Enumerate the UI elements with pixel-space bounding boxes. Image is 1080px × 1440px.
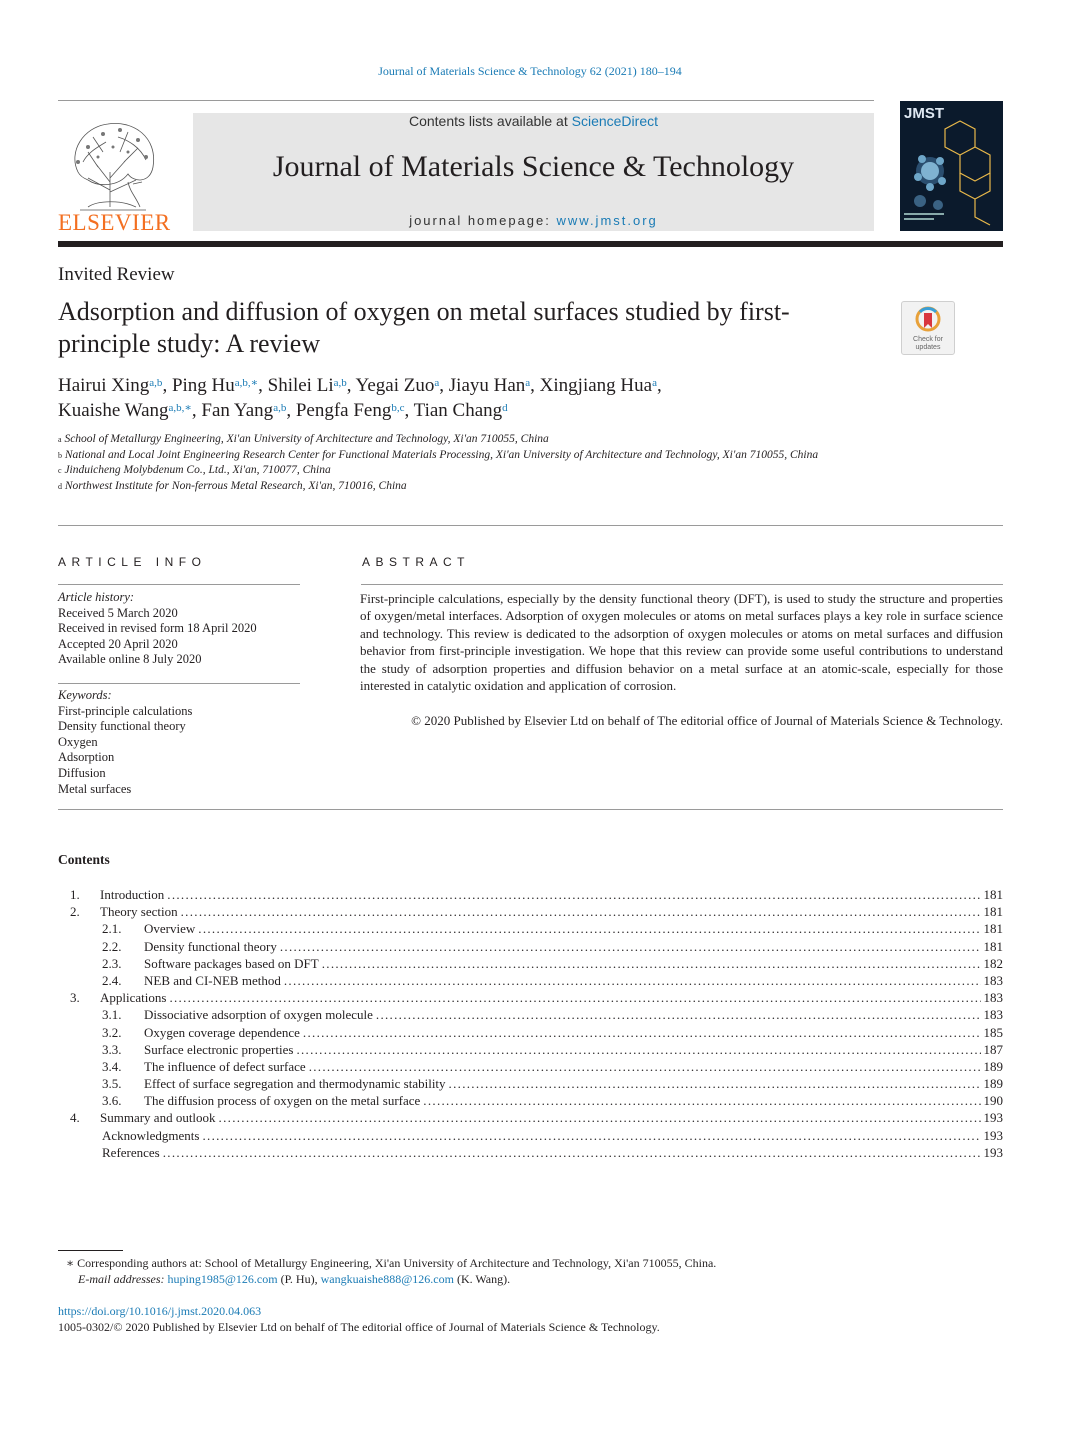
- author-name[interactable]: Xingjiang Hua: [539, 375, 653, 396]
- toc-number: 4.: [70, 1110, 80, 1126]
- affiliation-text: Northwest Institute for Non-ferrous Metal Research, Xi'an, 710016, China: [64, 479, 407, 492]
- journal-title: Journal of Materials Science & Technology: [272, 150, 795, 183]
- affiliation-label: a: [58, 435, 62, 444]
- author-separator: ,: [530, 375, 540, 396]
- homepage-prefix: journal homepage:: [409, 213, 557, 228]
- affiliation-text: National and Local Joint Engineering Research Center for Functional Materials Processing, Xi'an University of Architecture and Technology, Xi'an 710055, China: [64, 448, 819, 461]
- toc-page-number[interactable]: 182: [983, 955, 1003, 971]
- toc-entry[interactable]: [58, 1041, 1003, 1058]
- journal-homepage: [193, 213, 874, 228]
- toc-title[interactable]: NEB and CI-NEB method: [144, 972, 281, 988]
- keyword: First-principle calculations: [58, 703, 193, 718]
- affiliation-label: c: [58, 466, 62, 476]
- toc-entry[interactable]: [58, 1109, 1003, 1126]
- author-affiliation-marker[interactable]: b,c: [391, 402, 405, 414]
- toc-entry[interactable]: [58, 938, 1003, 955]
- history-revised: Received in revised form 18 April 2020: [58, 621, 257, 636]
- toc-page-number[interactable]: 193: [983, 1127, 1003, 1143]
- author-separator: ,: [439, 375, 449, 396]
- email-owner: (P. Hu),: [277, 1271, 321, 1286]
- toc-leader-dots: [284, 972, 981, 989]
- crossmark-icon: [902, 302, 954, 354]
- toc-title[interactable]: Theory section: [100, 904, 178, 920]
- contents-availability: [193, 113, 874, 129]
- affiliation-text: School of Metallurgy Engineering, Xi'an University of Architecture and Technology, Xi'an 710055, China: [64, 433, 549, 445]
- history-online: Available online 8 July 2020: [58, 652, 202, 667]
- email-label: E-mail addresses:: [78, 1271, 165, 1286]
- email-owner: (K. Wang).: [453, 1271, 511, 1286]
- toc-number: 3.3.: [102, 1041, 122, 1057]
- journal-citation-link[interactable]: Journal of Materials Science & Technology 62 (2021) 180–194: [378, 64, 682, 78]
- author-separator: ,: [404, 400, 414, 421]
- author-name[interactable]: Pengfa Feng: [295, 400, 392, 421]
- email-line: [66, 1272, 996, 1288]
- toc-page-number[interactable]: 193: [983, 1110, 1003, 1126]
- toc-number: 3.2.: [102, 1024, 122, 1040]
- toc-page-number[interactable]: 181: [983, 938, 1003, 954]
- toc-leader-dots: [202, 1127, 980, 1144]
- author-name[interactable]: Shilei Li: [267, 375, 334, 396]
- author-name[interactable]: Hairui Xing: [58, 375, 150, 396]
- author-affiliation-marker[interactable]: a,b: [273, 402, 287, 414]
- toc-entry[interactable]: [58, 1144, 1003, 1161]
- toc-leader-dots: [376, 1006, 981, 1023]
- abstract-text: First-principle calculations, especially by the density functional theory (DFT), is used to study the structure and properties of oxygen/metal interfaces. Adsorption of oxygen molecules or atoms on metal surfaces plays a key role in surface science and technology. This review is dedicated to the adsorption of oxygen molecules or atoms on metal surfaces and diffusion behavior from first-principle investigation. We hope that this review can provide some useful contributions to understand the study of adsorption properties and diffusion behavior on a metal surface at an atomic-scale, especially for those interested in catalytic oxidation and application of corrosion.: [360, 591, 1003, 694]
- toc-page-number[interactable]: 183: [983, 1007, 1003, 1023]
- toc-entry[interactable]: [58, 1092, 1003, 1109]
- journal-cover-image: [900, 101, 1003, 231]
- info-divider: [58, 683, 300, 684]
- toc-title[interactable]: Software packages based on DFT: [144, 955, 319, 971]
- author-name[interactable]: Tian Chang: [413, 400, 503, 421]
- author-name[interactable]: Jiayu Han: [448, 375, 526, 396]
- toc-title[interactable]: Surface electronic properties: [144, 1041, 294, 1057]
- info-divider: [58, 584, 300, 585]
- keywords: [58, 688, 308, 797]
- toc-title[interactable]: Summary and outlook: [100, 1110, 216, 1126]
- toc-entry[interactable]: [58, 886, 1003, 903]
- toc-title[interactable]: Dissociative adsorption of oxygen molecule: [144, 1007, 373, 1023]
- abstract-heading: ABSTRACT: [362, 555, 471, 569]
- history-received: Received 5 March 2020: [58, 605, 178, 620]
- keyword: Metal surfaces: [58, 781, 132, 796]
- toc-title[interactable]: Applications: [100, 990, 167, 1006]
- toc-page-number[interactable]: 190: [983, 1093, 1003, 1109]
- author-affiliation-marker[interactable]: a,b,∗: [168, 402, 192, 414]
- check-for-updates-button[interactable]: [901, 301, 955, 355]
- header-divider-thick: [58, 241, 1003, 247]
- affiliation-item: [58, 432, 888, 448]
- toc-title[interactable]: The diffusion process of oxygen on the metal surface: [144, 1093, 421, 1109]
- toc-leader-dots: [296, 1041, 980, 1058]
- top-divider: [58, 100, 874, 101]
- table-of-contents: [58, 886, 1003, 1161]
- toc-leader-dots: [303, 1024, 981, 1041]
- affiliation-item: [58, 479, 888, 495]
- toc-title[interactable]: References: [102, 1144, 160, 1160]
- issn-copyright: 1005-0302/© 2020 Published by Elsevier Ltd on behalf of The editorial office of Journal of Materials Science & Technology.: [58, 1320, 660, 1334]
- toc-title[interactable]: Effect of surface segregation and thermodynamic stability: [144, 1076, 446, 1092]
- toc-leader-dots: [423, 1092, 980, 1109]
- homepage-link[interactable]: www.jmst.org: [556, 213, 658, 228]
- toc-number: 1.: [70, 887, 80, 902]
- toc-entry[interactable]: [58, 1127, 1003, 1144]
- contents-prefix: Contents lists available at: [408, 113, 572, 129]
- author-affiliation-marker[interactable]: a: [652, 377, 657, 389]
- footnote-rule: [58, 1250, 123, 1251]
- toc-entry[interactable]: [58, 1006, 1003, 1023]
- toc-number: 2.2.: [102, 938, 122, 954]
- corresponding-author-footnote: [66, 1256, 996, 1287]
- toc-leader-dots: [169, 989, 980, 1006]
- toc-entry[interactable]: [58, 989, 1003, 1006]
- toc-title[interactable]: The influence of defect surface: [144, 1058, 306, 1074]
- toc-page-number[interactable]: 185: [983, 1024, 1003, 1040]
- history-label: Article history:: [58, 590, 135, 604]
- toc-number: [58, 1144, 102, 1161]
- toc-page-number[interactable]: 183: [983, 972, 1003, 988]
- toc-page-number[interactable]: 181: [983, 904, 1003, 920]
- toc-number: 3.5.: [102, 1076, 122, 1092]
- toc-leader-dots: [322, 955, 981, 972]
- toc-entry[interactable]: [58, 1075, 1003, 1092]
- doi-link[interactable]: https://doi.org/10.1016/j.jmst.2020.04.063: [58, 1304, 262, 1318]
- divider: [58, 525, 1003, 526]
- author-name[interactable]: Ping Hu: [171, 375, 235, 396]
- author-separator: ,: [286, 400, 296, 421]
- author-name[interactable]: Fan Yang: [201, 400, 274, 421]
- keyword: Oxygen: [58, 734, 98, 749]
- toc-title[interactable]: Acknowledgments: [102, 1127, 200, 1143]
- elsevier-wordmark: ELSEVIER: [58, 210, 171, 235]
- email-link-hu[interactable]: huping1985@126.com: [167, 1271, 278, 1286]
- email-link-wang[interactable]: wangkuaishe888@126.com: [320, 1271, 454, 1286]
- toc-page-number[interactable]: 189: [983, 1076, 1003, 1092]
- toc-entry[interactable]: [58, 1058, 1003, 1075]
- toc-number: 2.3.: [102, 955, 122, 971]
- author-separator: ,: [162, 375, 172, 396]
- keyword: Density functional theory: [58, 719, 186, 734]
- toc-leader-dots: [163, 1144, 981, 1161]
- toc-leader-dots: [181, 903, 981, 920]
- toc-entry[interactable]: [58, 955, 1003, 972]
- author-separator: ,: [656, 375, 662, 396]
- toc-number: 3.: [70, 990, 80, 1006]
- toc-number: 2.: [70, 904, 80, 920]
- toc-number: 2.1.: [102, 921, 122, 937]
- author-separator: ,: [258, 375, 268, 396]
- toc-page-number[interactable]: 189: [983, 1058, 1003, 1074]
- sciencedirect-link[interactable]: ScienceDirect: [571, 113, 658, 129]
- toc-entry[interactable]: [58, 1024, 1003, 1041]
- author-separator: ,: [191, 400, 202, 421]
- affiliation-item: [58, 448, 888, 464]
- article-title: Adsorption and diffusion of oxygen on metal surfaces studied by first-principle study: A review: [58, 297, 790, 358]
- toc-number: 2.4.: [102, 972, 122, 988]
- author-affiliation-marker[interactable]: a,b: [149, 377, 163, 389]
- contents-heading: Contents: [58, 852, 110, 867]
- cover-title: JMST: [904, 105, 945, 122]
- toc-leader-dots: [449, 1075, 981, 1092]
- toc-number: 3.1.: [102, 1007, 122, 1023]
- author-affiliation-marker[interactable]: a: [525, 377, 531, 389]
- article-info-heading: ARTICLE INFO: [58, 555, 207, 569]
- toc-entry[interactable]: [58, 920, 1003, 937]
- article-type: Invited Review: [58, 264, 175, 285]
- author-affiliation-marker[interactable]: a,b: [333, 377, 347, 389]
- author-affiliation-marker[interactable]: a: [434, 377, 440, 389]
- keyword: Adsorption: [58, 750, 115, 765]
- abstract-divider: [361, 584, 1003, 585]
- toc-title[interactable]: Oxygen coverage dependence: [144, 1024, 300, 1040]
- author-separator: ,: [346, 375, 356, 396]
- toc-entry[interactable]: [58, 972, 1003, 989]
- corresponding-text: ∗ Corresponding authors at: School of Metallurgy Engineering, Xi'an University of Architecture and Technology, Xi'an 710055, China.: [66, 1256, 717, 1270]
- affiliation-label: d: [58, 481, 62, 491]
- keyword: Diffusion: [58, 765, 106, 780]
- toc-leader-dots: [309, 1058, 981, 1075]
- divider: [58, 809, 1003, 810]
- toc-page-number[interactable]: 181: [983, 887, 1003, 902]
- affiliation-label: b: [58, 450, 62, 460]
- author-affiliation-marker[interactable]: a,b,∗: [234, 377, 259, 389]
- author-list: [58, 373, 938, 423]
- toc-number: [58, 1127, 102, 1144]
- abstract-copyright: © 2020 Published by Elsevier Ltd on behalf of The editorial office of Journal of Materials Science & Technology.: [411, 713, 1003, 728]
- toc-leader-dots: [280, 938, 981, 955]
- toc-number: 3.6.: [102, 1093, 122, 1109]
- keywords-label: Keywords:: [58, 688, 112, 702]
- article-history: [58, 590, 308, 668]
- toc-leader-dots: [167, 886, 980, 903]
- affiliations: [58, 432, 888, 494]
- toc-page-number[interactable]: 193: [983, 1144, 1003, 1160]
- toc-title[interactable]: Density functional theory: [144, 938, 277, 954]
- toc-number: 3.4.: [102, 1058, 122, 1074]
- affiliation-text: Jinduicheng Molybdenum Co., Ltd., Xi'an, 710077, China: [64, 464, 331, 477]
- toc-entry[interactable]: [58, 903, 1003, 920]
- toc-title[interactable]: Overview: [144, 921, 196, 937]
- toc-title[interactable]: Introduction: [100, 887, 165, 902]
- author-name[interactable]: Yegai Zuo: [355, 375, 435, 396]
- toc-leader-dots: [198, 920, 980, 937]
- affiliation-item: [58, 463, 888, 479]
- crossmark-label: Check for updates: [913, 336, 943, 351]
- author-affiliation-marker[interactable]: d: [502, 402, 508, 414]
- toc-page-number[interactable]: 183: [983, 990, 1003, 1006]
- toc-page-number[interactable]: 181: [983, 921, 1003, 937]
- toc-page-number[interactable]: 187: [983, 1041, 1003, 1057]
- cover-art: [900, 101, 1003, 231]
- history-accepted: Accepted 20 April 2020: [58, 636, 178, 651]
- author-name[interactable]: Kuaishe Wang: [58, 400, 169, 421]
- toc-leader-dots: [219, 1109, 981, 1126]
